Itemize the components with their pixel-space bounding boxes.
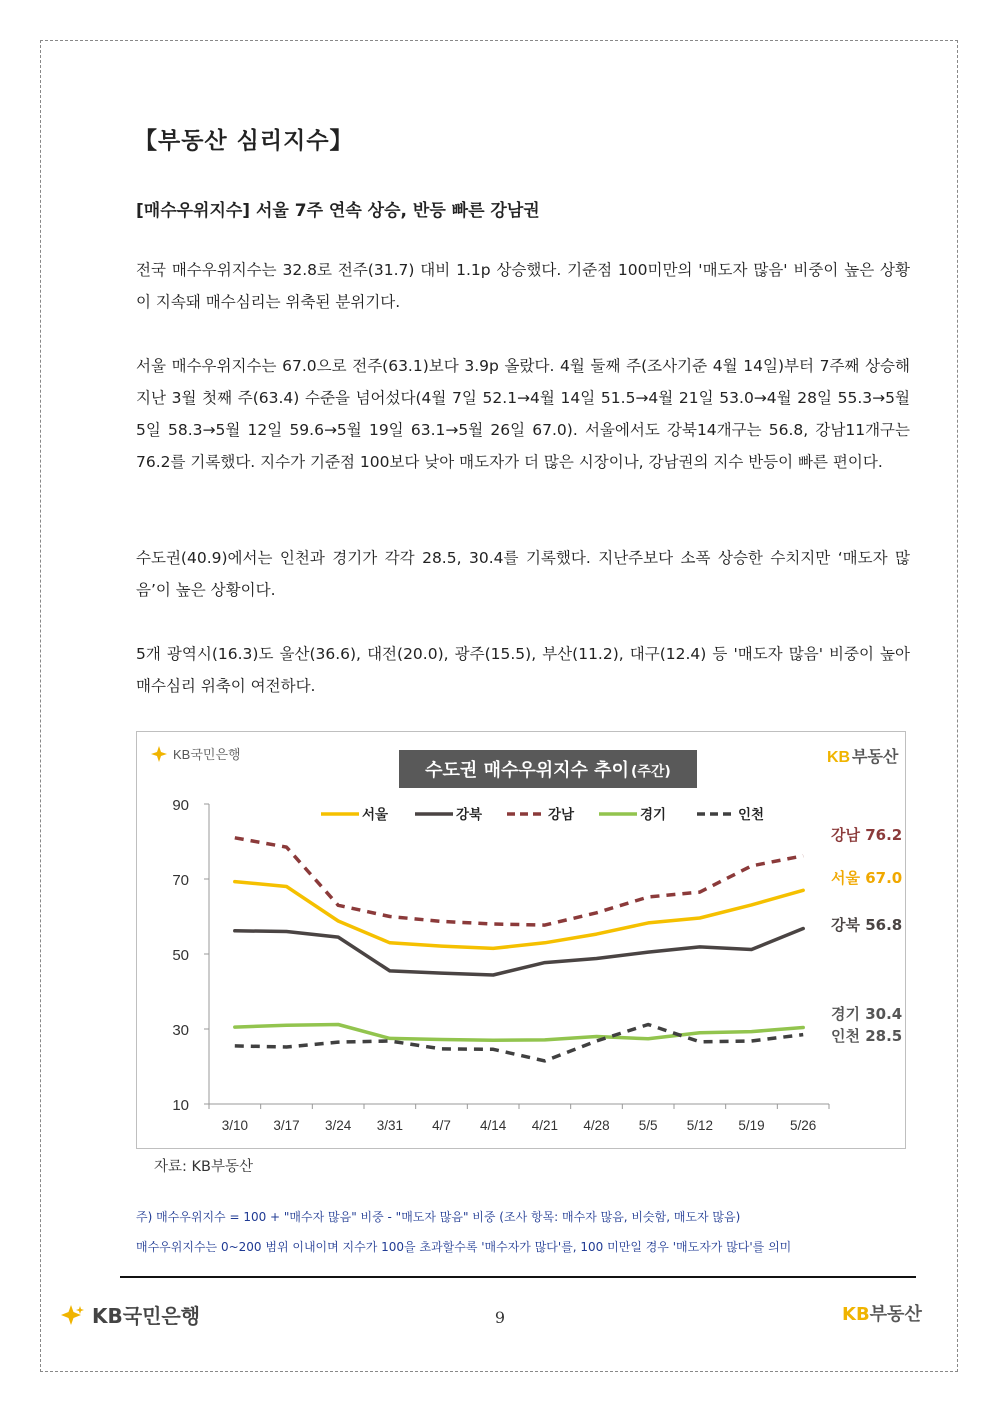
chart-right-logo-text: 부동산 — [852, 747, 899, 766]
line-chart — [137, 732, 905, 1148]
series-line-서울 — [235, 882, 803, 949]
plot-area — [172, 797, 902, 1133]
x-tick-label: 5/12 — [686, 1118, 713, 1133]
end-label-강남: 강남 76.2 — [831, 826, 903, 844]
chart-left-logo — [151, 746, 241, 762]
end-label-서울: 서울 67.0 — [831, 869, 903, 887]
x-tick-label: 4/14 — [480, 1118, 507, 1133]
y-tick-label: 70 — [172, 872, 189, 889]
x-tick-label: 5/19 — [738, 1118, 765, 1133]
footer-left-logo-text: KB국민은행 — [92, 1304, 201, 1328]
series-line-인천 — [235, 1025, 803, 1061]
chart-right-logo — [827, 747, 899, 766]
legend-label: 서울 — [362, 807, 389, 823]
chart-title: 수도권 매수우위지수 추이 (주간) — [425, 760, 671, 781]
paragraph-national: 전국 매수우위지수는 32.8로 전주(31.7) 대비 1.1p 상승했다. 기준점 100미만의 '매도자 많음' 비중이 높은 상황이 지속돼 매수심리는 위축된 분위기다. — [136, 261, 910, 311]
end-label-인천: 인천 28.5 — [831, 1027, 903, 1045]
chart-right-logo-kb: KB — [827, 749, 851, 766]
x-tick-label: 3/10 — [221, 1118, 248, 1133]
x-tick-label: 3/17 — [273, 1118, 300, 1133]
page-number: 9 — [494, 1308, 506, 1327]
legend-label: 경기 — [640, 807, 667, 823]
x-tick-label: 3/24 — [325, 1118, 352, 1133]
x-tick-label: 4/28 — [583, 1118, 610, 1133]
y-tick-label: 10 — [172, 1097, 189, 1114]
paragraph-seoul: 서울 매수우위지수는 67.0으로 전주(63.1)보다 3.9p 올랐다. 4월 둘째 주(조사기준 4월 14일)부터 7주째 상승해 지난 3월 첫째 주(63.4) 수준을 넘어섰다(4월 7일 52.1→4월 14일 51.5→4월 21일 53.0→4월 28일 55.3→5월 5일 58.3→5월 12일 59.6→5월 19일 63.1→5월 26일 67.0). 서울에서도 강북14개구는 56.8, 강남11개구는 76.2를 기록했다. 지수가 기준점 100보다 낮아 매도자가 더 많은 시장이나, 강남권의 지수 반등이 빠른 편이다. — [136, 357, 910, 471]
end-label-강북: 강북 56.8 — [831, 916, 903, 934]
x-tick-label: 5/5 — [638, 1118, 658, 1133]
source-note: 자료: KB부동산 — [154, 1159, 253, 1175]
footer-right-logo-kb: KB — [842, 1304, 870, 1325]
paragraph-metro-cities: 5개 광역시(16.3)도 울산(36.6), 대전(20.0), 광주(15.5), 부산(11.2), 대구(12.4) 등 '매도자 많음' 비중이 높아 매수심리 위축이 여전하다. — [136, 645, 910, 695]
y-tick-label: 90 — [172, 797, 189, 814]
footnote-range: 매수우위지수는 0~200 범위 이내이며 지수가 100을 초과할수록 '매수자가 많다'를, 100 미만일 경우 '매도자가 많다'를 의미 — [136, 1240, 792, 1254]
section-title: 【부동산 심리지수】 — [134, 128, 354, 154]
footnote-definition: 주) 매수우위지수 = 100 + "매수자 많음" 비중 - "매도자 많음" 비중 (조사 항목: 매수자 많음, 비슷함, 매도자 많음) — [136, 1210, 741, 1224]
footer-divider — [120, 1276, 916, 1278]
footer-right-logo-text: 부동산 — [869, 1304, 922, 1325]
y-tick-label: 50 — [172, 947, 189, 964]
paragraph-capital-area: 수도권(40.9)에서는 인천과 경기가 각각 28.5, 30.4를 기록했다. 지난주보다 소폭 상승한 수치지만 ‘매도자 많음’이 높은 상황이다. — [136, 549, 910, 599]
headline: [매수우위지수] 서울 7주 연속 상승, 반등 빠른 강남권 — [136, 201, 540, 221]
legend-label: 강남 — [548, 807, 575, 823]
chart-container — [136, 731, 906, 1149]
x-tick-label: 4/7 — [432, 1118, 451, 1133]
series-line-경기 — [235, 1025, 803, 1041]
x-tick-label: 4/21 — [531, 1118, 558, 1133]
x-tick-label: 5/26 — [790, 1118, 817, 1133]
legend-label: 인천 — [738, 807, 765, 823]
legend-label: 강북 — [456, 807, 483, 823]
series-line-강북 — [235, 929, 803, 976]
kb-star-icon — [151, 746, 167, 762]
x-tick-label: 3/31 — [376, 1118, 403, 1133]
chart-left-logo-text: KB국민은행 — [173, 747, 241, 762]
footer-right-logo — [842, 1300, 922, 1326]
end-label-경기: 경기 30.4 — [831, 1005, 903, 1023]
y-tick-label: 30 — [172, 1022, 189, 1039]
